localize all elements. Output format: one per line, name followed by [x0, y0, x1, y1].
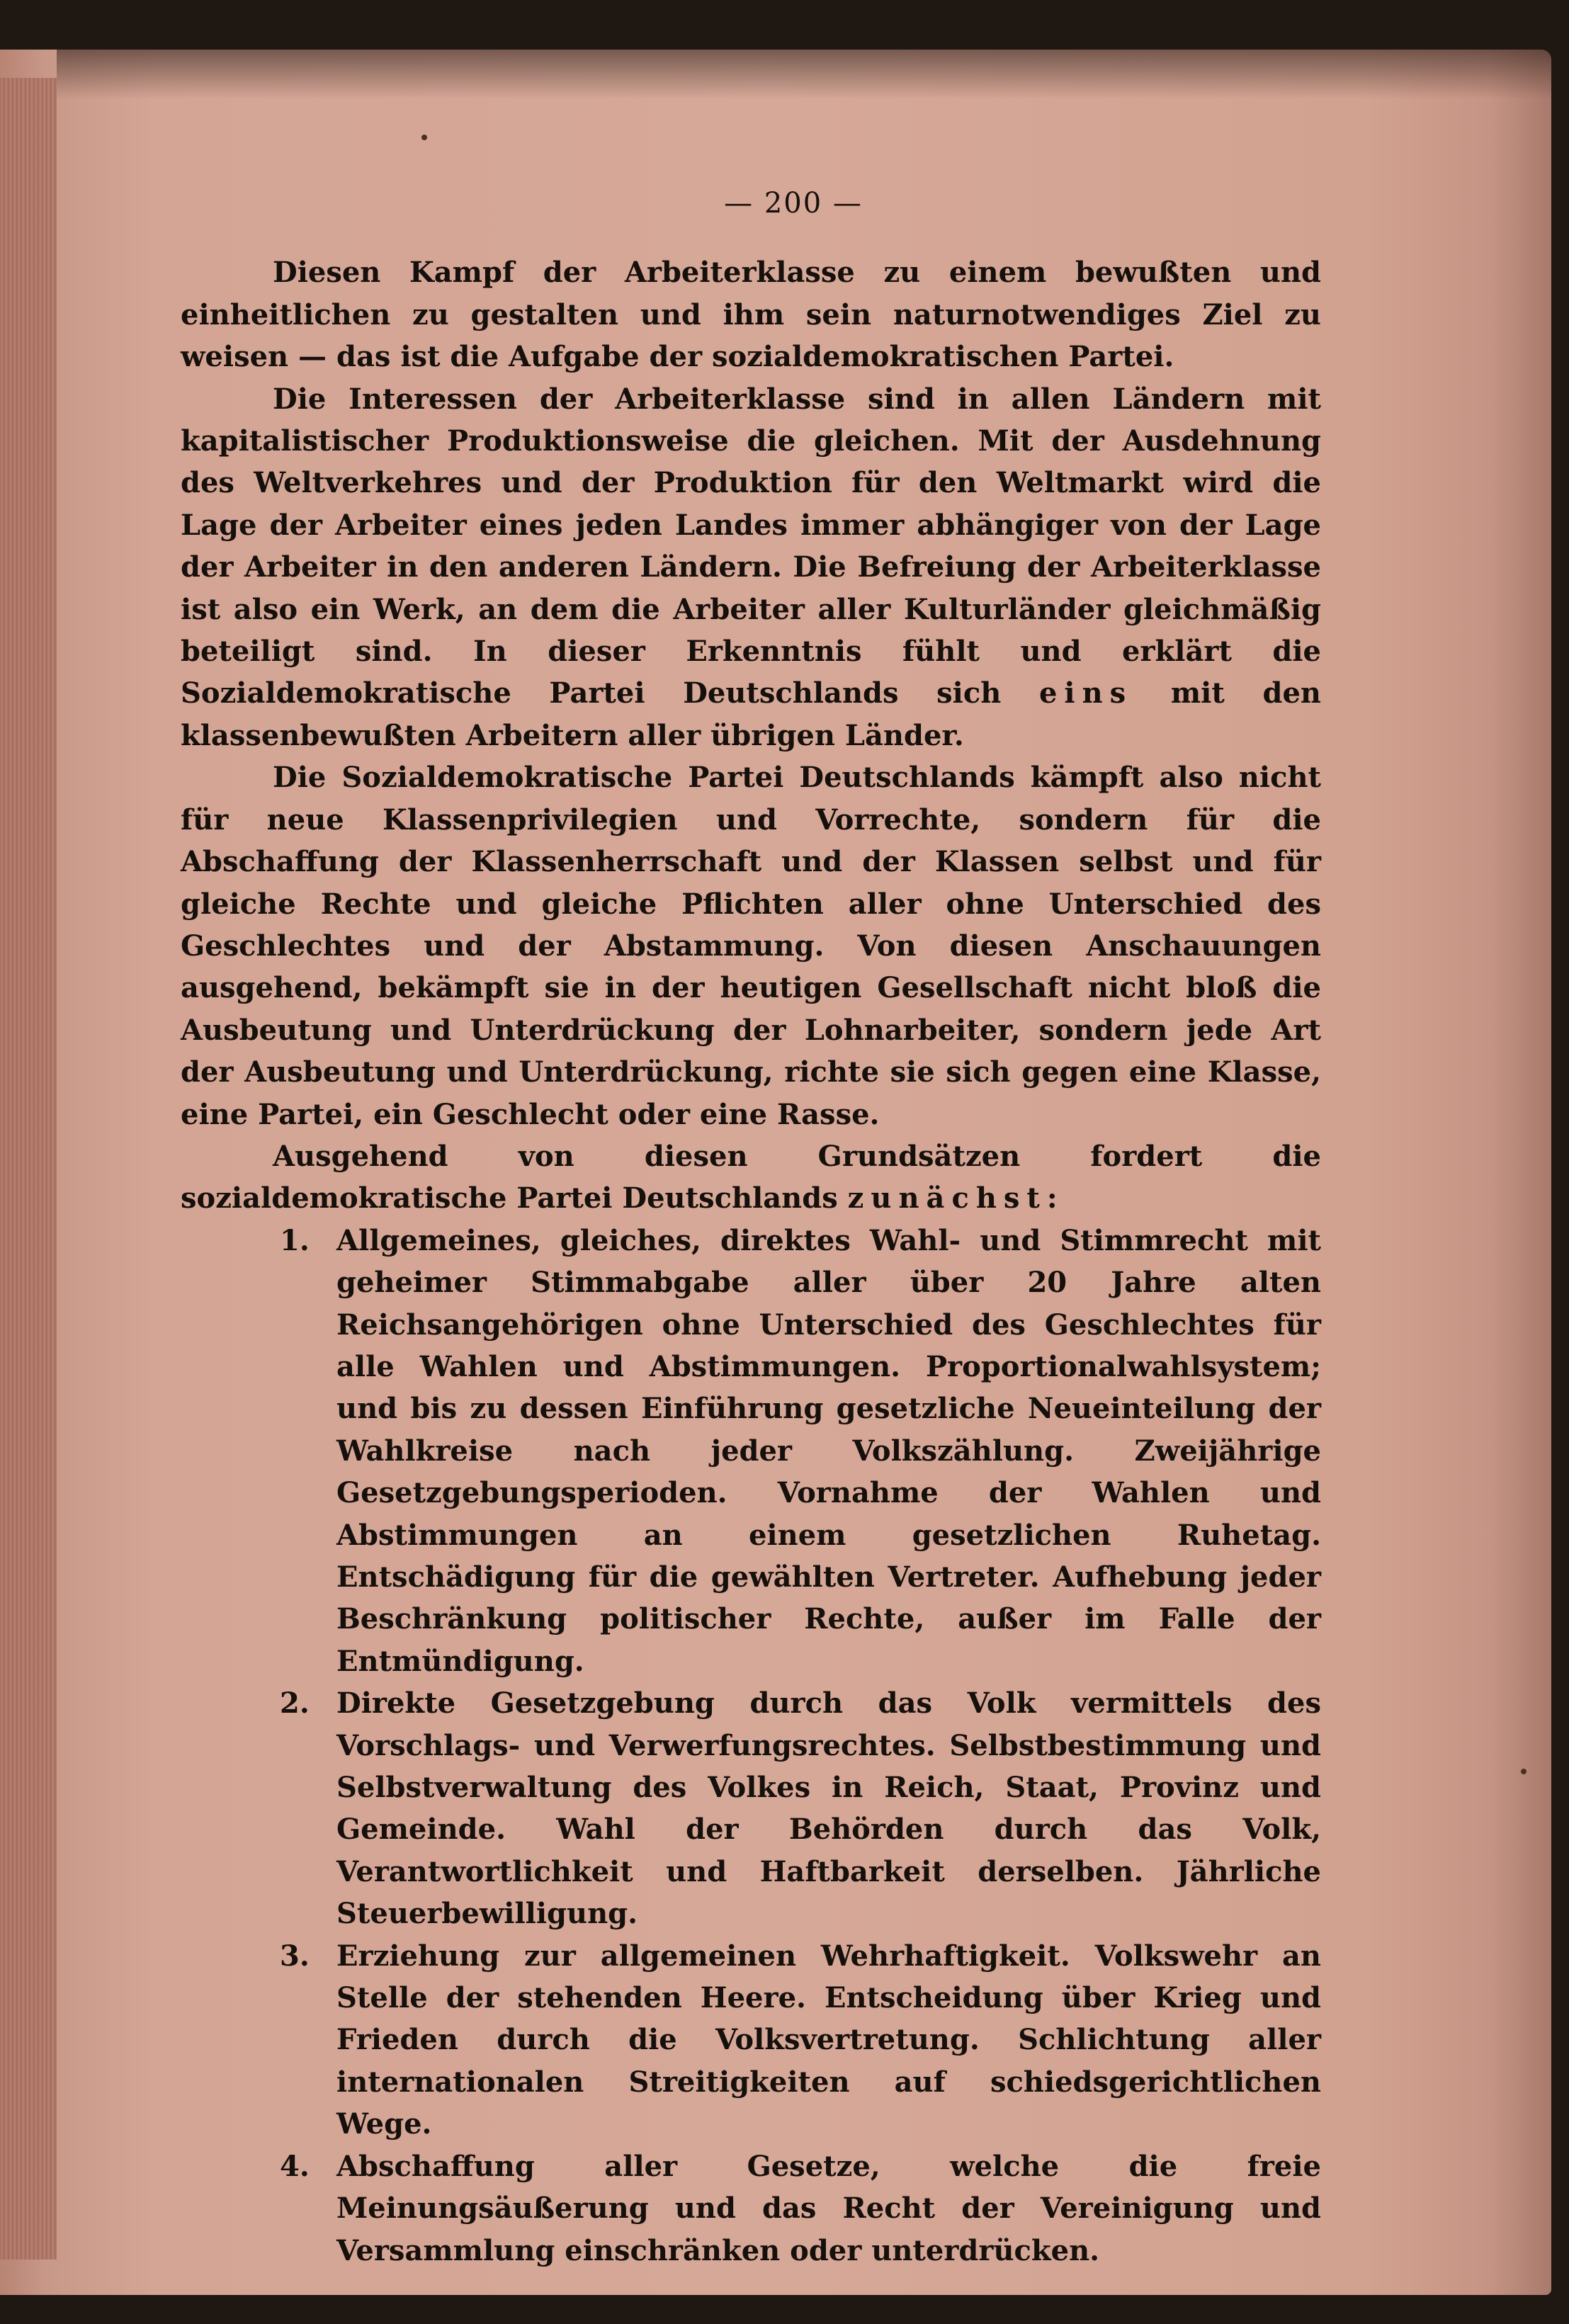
item-text: Allgemeines, gleiches, direktes Wahl- und Stimmrecht mit geheimer Stimmabgabe aller über 20 Jahre alten Reichsangehörigen ohne Unterschied des Geschlechtes für alle Wahlen und Abstimmungen. Proportionalwahlsystem; und bis zu dessen Einführung gesetzliche Neueinteilung der Wahlkreise nach jeder Volkszählung. Zweijährige Gesetzgebungsperioden. Vornahme der Wahlen und Abstimmungen an einem gesetzlichen Ruhetag. Entschädigung für die gewählten Vertreter. Aufhebung jeder Beschränkung politischer Rechte, außer im Falle der Entmündigung.: [336, 1223, 1321, 1678]
paragraph-4: [181, 1135, 1321, 1220]
paragraph-2: [181, 378, 1321, 757]
item-number: 3.: [280, 1939, 310, 1973]
binding-shadow: [57, 50, 1551, 99]
page-text: [181, 183, 1321, 2272]
paragraph-4-text: Ausgehend von diesen Grundsätzen fordert die sozialdemokratische Partei Deutschlands: [181, 1139, 1321, 1215]
paragraph-2-text: Die Interessen der Arbeiterklasse sind in allen Ländern mit kapitalistischer Produktionsweise die gleichen. Mit der Ausdehnung des Weltverkehres und der Produktion für den Weltmarkt wird die Lage der Arbeiter eines jeden Landes immer abhängiger von der Lage der Arbeiter in den anderen Ländern. Die Befreiung der Arbeiterklasse ist also ein Werk, an dem die Arbeiter aller Kulturländer gleichmäßig beteiligt sind. In dieser Erkenntnis fühlt und erklärt die Sozialdemokratische Partei Deutschlands sich: [181, 382, 1321, 710]
spaced-emphasis-zunaechst: zunächst:: [847, 1181, 1065, 1215]
demand-item-4: [181, 2146, 1321, 2272]
demand-item-3: [181, 1935, 1321, 2146]
demand-item-2: [181, 1682, 1321, 1934]
paper-speck: [1521, 1769, 1526, 1774]
item-text: Direkte Gesetzgebung durch das Volk vermittels des Vorschlags- und Verwerfungsrechtes. Selbstbestimmung und Selbstverwaltung des Volkes in Reich, Staat, Provinz und Gemeinde. Wahl der Behörden durch das Volk, Verantwortlichkeit und Haftbarkeit derselben. Jährliche Steuerbewilligung.: [336, 1687, 1321, 1931]
paragraph-3: Die Sozialdemokratische Partei Deutschlands kämpft also nicht für neue Klassenprivilegien und Vorrechte, sondern für die Abschaffung der Klassenherrschaft und der Klassen selbst und für gleiche Rechte und gleiche Pflichten aller ohne Unterschied des Geschlechtes und der Abstammung. Von diesen Anschauungen ausgehend, bekämpft sie in der heutigen Gesellschaft nicht bloß die Ausbeutung und Unterdrückung der Lohnarbeiter, sondern jede Art der Ausbeutung und Unterdrückung, richte sie sich gegen eine Klasse, eine Partei, ein Geschlecht oder eine Rasse.: [181, 761, 1321, 1131]
paragraph-1: Diesen Kampf der Arbeiterklasse zu einem bewußten und einheitlichen zu gestalten und ihm sein naturnotwendiges Ziel zu weisen — das ist die Aufgabe der sozialdemokratischen Partei.: [181, 256, 1321, 374]
item-number: 4.: [280, 2149, 310, 2183]
item-number: 1.: [280, 1223, 310, 1257]
item-text: Abschaffung aller Gesetze, welche die freie Meinungsäußerung und das Recht der Vereinigung und Versammlung einschränken oder unterdrücken.: [336, 2149, 1321, 2267]
paper-speck: [421, 135, 427, 140]
page-stack-edge: [0, 78, 57, 2260]
item-text: Erziehung zur allgemeinen Wehrhaftigkeit. Volkswehr an Stelle der stehenden Heere. Entscheidung über Krieg und Frieden durch die Volksvertretung. Schlichtung aller internationalen Streitigkeiten auf schiedsgerichtlichen Wege.: [336, 1939, 1321, 2141]
demand-item-1: [181, 1220, 1321, 1682]
paragraph-2-end: mit den klassenbewußten Arbeitern aller übrigen Länder.: [181, 676, 1321, 752]
spaced-emphasis-eins: eins: [1038, 676, 1133, 710]
page-number: — 200 —: [724, 187, 863, 220]
item-number: 2.: [280, 1687, 310, 1721]
